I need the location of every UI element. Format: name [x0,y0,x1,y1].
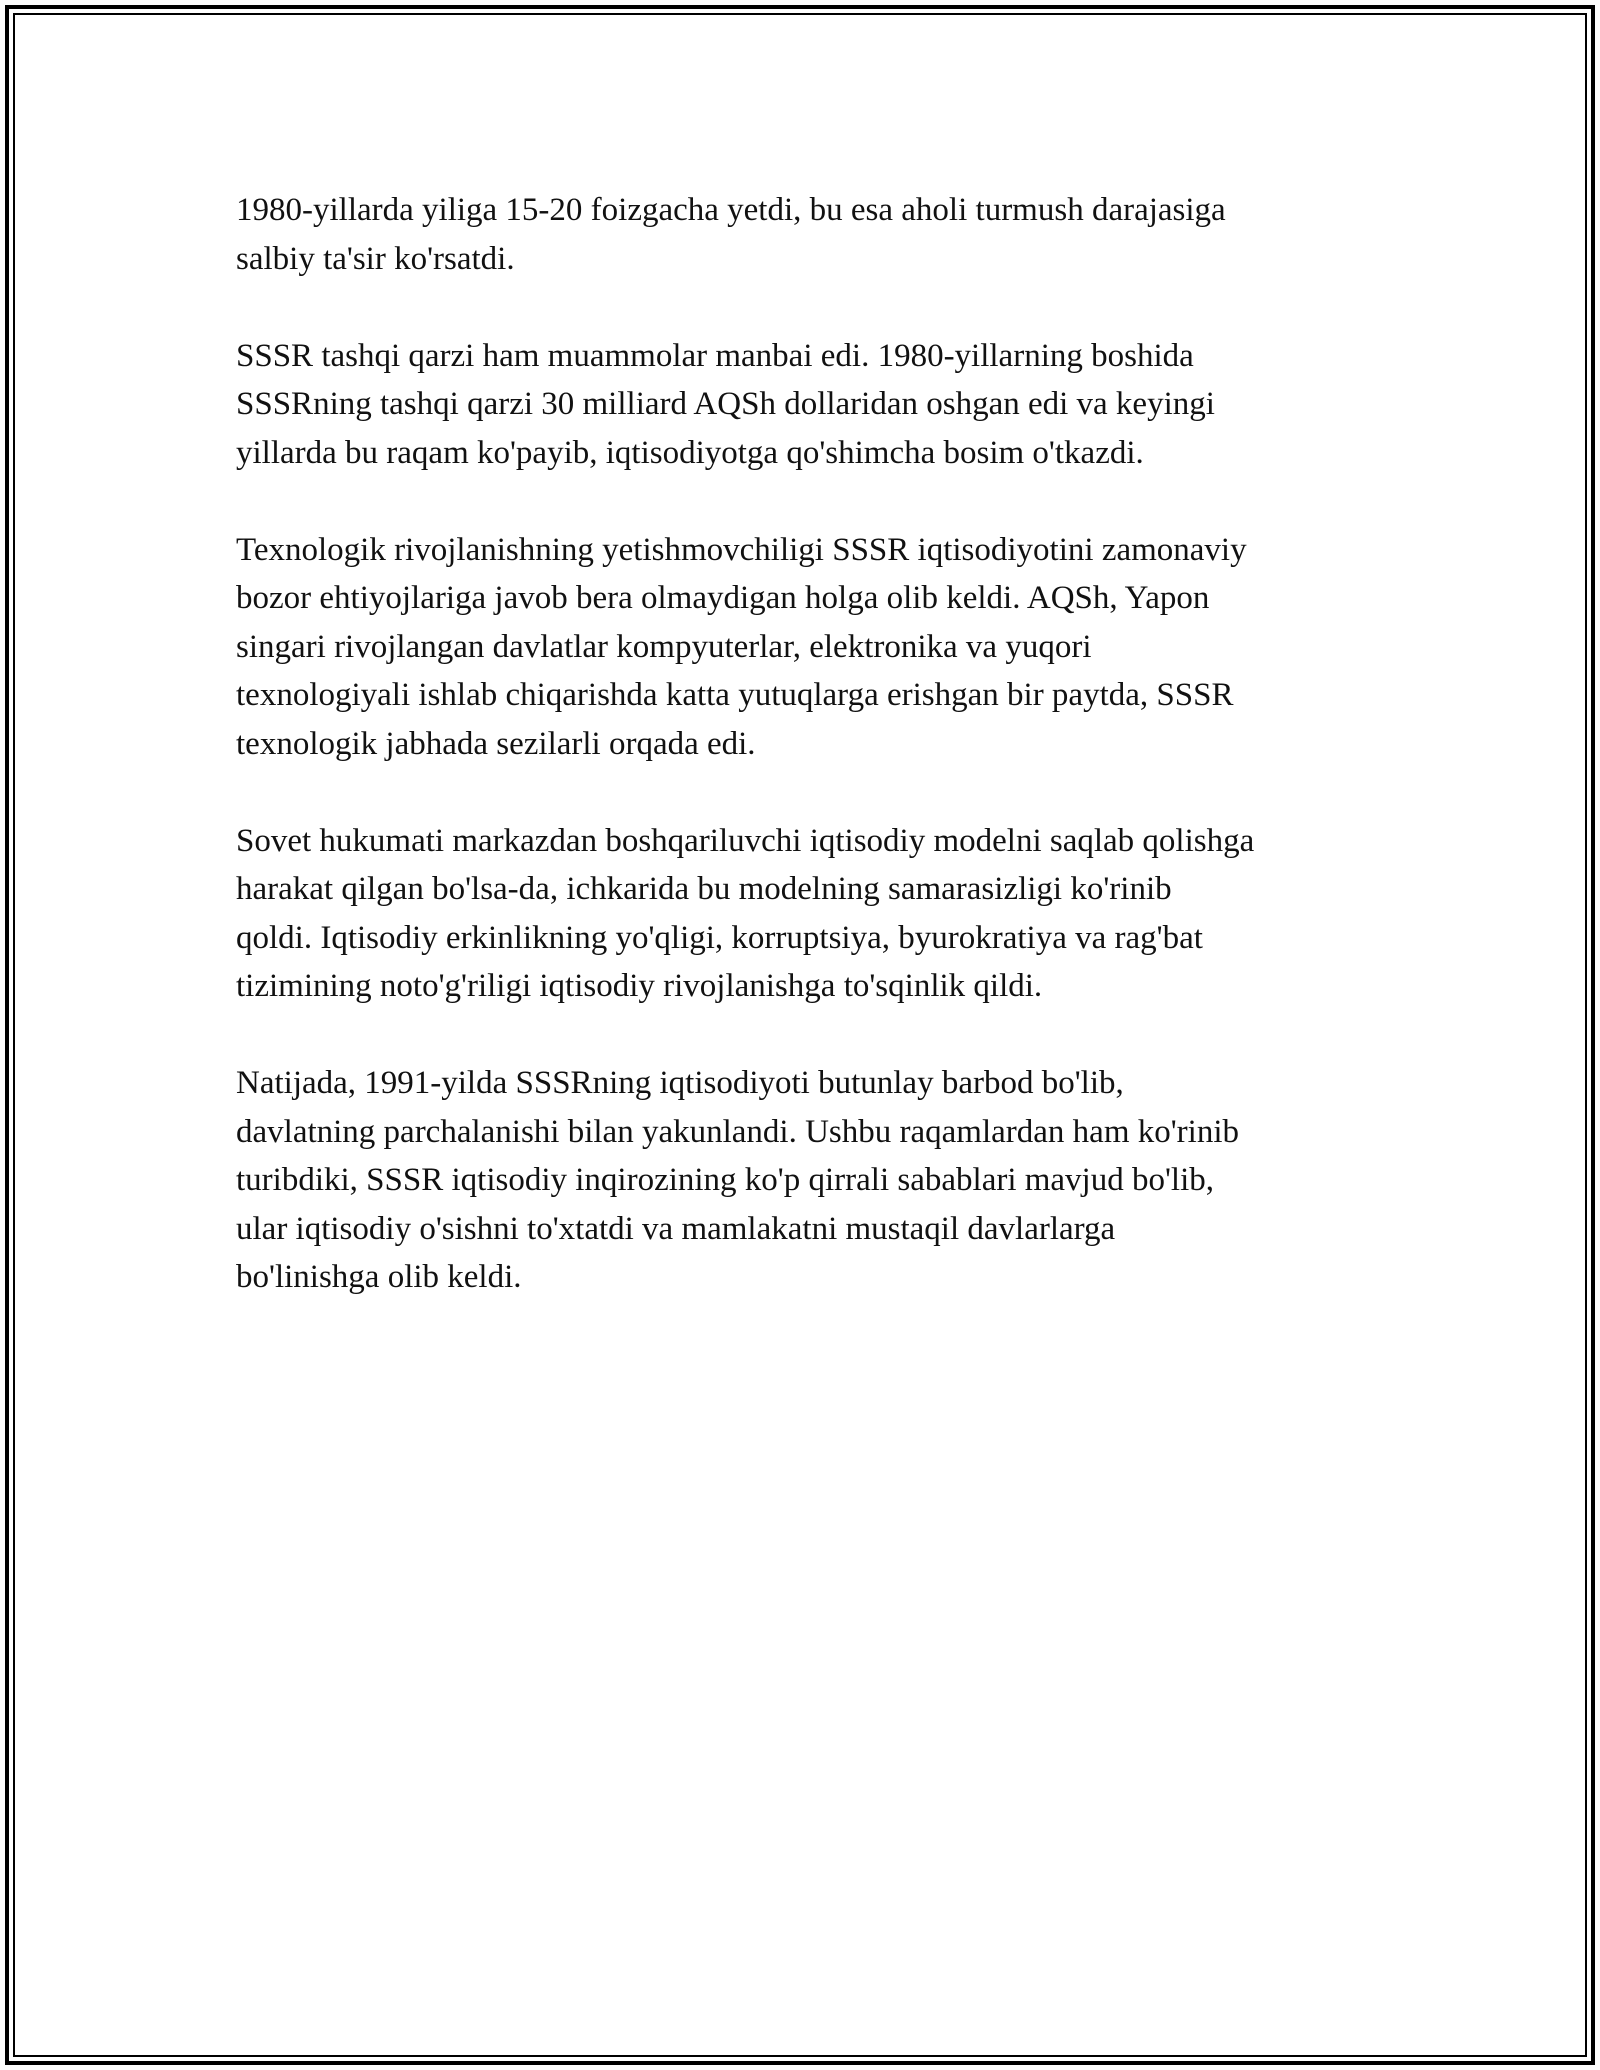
paragraph-conclusion: Natijada, 1991-yilda SSSRning iqtisodiyoti butunlay barbod bo'lib, davlatning parchalanishi bilan yakunlandi. Ushbu raqamlardan ham ko'rinib turibdiki, SSSR iqtisodiy inqirozining ko'p qirrali sabablari mavjud bo'lib, ular iqtisodiy o'sishni to'xtatdi va mamlakatni mustaqil davlarlarga bo'linishga olib keldi. [236,1065,1240,1295]
paragraph-inflation: 1980-yillarda yiliga 15-20 foizgacha yetdi, bu esa aholi turmush darajasiga salbiy ta'sir ko'rsatdi. [236,192,1226,277]
paragraph-central-planning: Sovet hukumati markazdan boshqariluvchi iqtisodiy modelni saqlab qolishga harakat qilgan bo'lsa-da, ichkarida bu modelning samarasizligi ko'rinib qoldi. Iqtisodiy erkinlikning yo'qligi, korruptsiya, byurokratiya va rag'bat tizimining noto'g'riligi iqtisodiy rivojlanishga to'sqinlik qildi. [236,822,1255,1004]
document-body [236,186,1386,1350]
paragraph-technology-gap: Texnologik rivojlanishning yetishmovchiligi SSSR iqtisodiyotini zamonaviy bozor ehtiyojlariga javob bera olmaydigan holga olib keldi. AQSh, Yapon singari rivojlangan davlatlar kompyuterlar, elektronika va yuqori texnologiyali ishlab chiqarishda katta yutuqlarga erishgan bir paytda, SSSR texnologik jabhada sezilarli orqada edi. [236,531,1247,762]
paragraph-external-debt: SSSR tashqi qarzi ham muammolar manbai edi. 1980-yillarning boshida SSSRning tashqi qarzi 30 milliard AQSh dollaridan oshgan edi va keyingi yillarda bu raqam ko'payib, iqtisodiyotga qo'shimcha bosim o'tkazdi. [236,337,1215,471]
